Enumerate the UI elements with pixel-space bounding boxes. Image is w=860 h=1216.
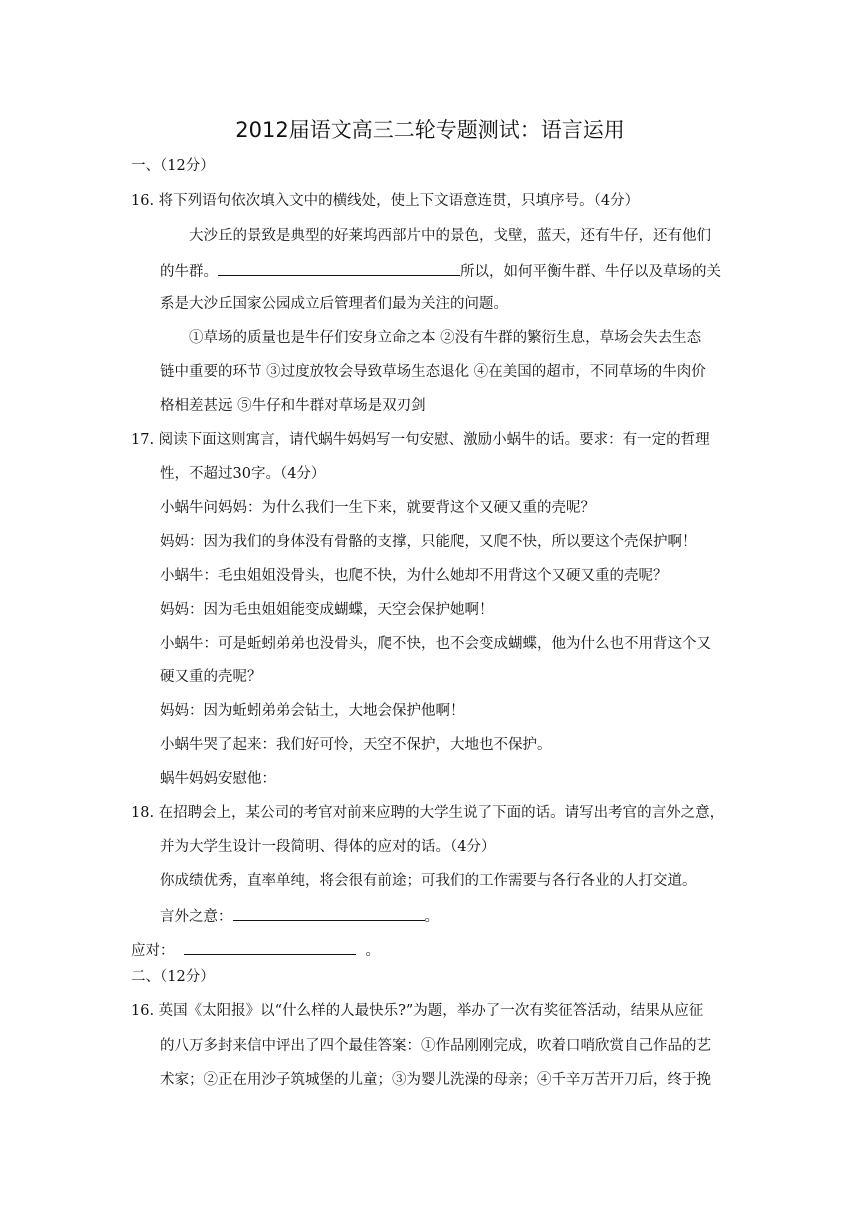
question-16-passage-line: 系是大沙丘国家公园成立后管理者们最为关注的问题。 [160,296,508,312]
passage-text: 的牛群。 [160,264,218,280]
period: 。 [424,909,439,925]
dialogue-line: 蜗牛妈妈安慰他： [160,771,276,787]
answer-blank[interactable] [218,260,460,276]
dialogue-line: 妈妈：因为蚯蚓弟弟会钻土，大地会保护他啊！ [160,703,465,719]
dialogue-line: 小蜗牛问妈妈：为什么我们一生下来，就要背这个又硬又重的壳呢？ [160,500,595,516]
reply-label: 应对： [131,943,175,959]
question-16-options-line: 格相差甚远 ⑤牛仔和牛群对草场是双刃剑 [160,398,426,414]
question-16-options-line: 链中重要的环节 ③过度放牧会导致草场生态退化 ④在美国的超市，不同草场的牛肉价 [160,364,706,380]
question-18-prompt-cont: 并为大学生设计一段简明、得体的应对的话。（4分） [160,839,496,855]
dialogue-line: 小蜗牛：毛虫姐姐没骨头，也爬不快，为什么她却不用背这个又硬又重的壳呢？ [160,568,668,584]
question-16-prompt: 16. 将下列语句依次填入文中的横线处，使上下文语意连贯，只填序号。（4分） [131,193,640,209]
dialogue-line: 妈妈：因为毛虫姐姐能变成蝴蝶，天空会保护她啊！ [160,602,494,618]
implied-meaning-blank[interactable] [233,905,425,921]
question-16b-line: 术家；②正在用沙子筑城堡的儿童；③为婴儿洗澡的母亲；④千辛万苦开刀后，终于挽 [160,1072,711,1088]
question-16b-line: 的八万多封来信中评出了四个最佳答案：①作品刚刚完成，吹着口哨欣赏自己作品的艺 [160,1038,711,1054]
question-17-prompt-cont: 性，不超过30字。（4分） [160,466,326,482]
reply-blank[interactable] [184,939,356,955]
question-16-passage-line: 大沙丘的景致是典型的好莱坞西部片中的景色，戈壁，蓝天，还有牛仔，还有他们 [189,228,711,244]
implied-meaning-label: 言外之意： [160,909,233,925]
section-heading-one: 一、（12分） [131,158,215,174]
implied-meaning-line [160,905,439,927]
question-18-prompt: 18. 在招聘会上，某公司的考官对前来应聘的大学生说了下面的话。请写出考官的言外之意， [131,805,725,821]
dialogue-line: 小蜗牛哭了起来：我们好可怜，天空不保护，大地也不保护。 [160,737,552,753]
period: 。 [365,943,380,959]
dialogue-line: 妈妈：因为我们的身体没有骨骼的支撑，只能爬，又爬不快，所以要这个壳保护啊！ [160,534,697,550]
passage-text: 所以，如何平衡牛群、牛仔以及草场的关 [460,264,721,280]
question-16b-prompt: 16. 英国《太阳报》以“什么样的人最快乐?”为题，举办了一次有奖征答活动，结果从应征 [131,1003,704,1019]
question-16-passage-line [160,260,721,282]
document-title: 2012届语文高三二轮专题测试：语言运用 [235,118,625,142]
question-17-prompt: 17. 阅读下面这则寓言，请代蜗牛妈妈写一句安慰、激励小蜗牛的话。要求：有一定的哲理 [131,432,710,448]
section-heading-two: 二、（12分） [131,969,215,985]
dialogue-line: 小蜗牛：可是蚯蚓弟弟也没骨头，爬不快，也不会变成蝴蝶，他为什么也不用背这个又 [160,636,711,652]
reply-line [131,939,380,961]
question-16-options-line: ①草场的质量也是牛仔们安身立命之本 ②没有牛群的繁衍生息，草场会失去生态 [189,330,702,346]
question-18-quote: 你成绩优秀，直率单纯，将会很有前途；可我们的工作需要与各行各业的人打交道。 [160,873,697,889]
dialogue-line: 硬又重的壳呢？ [160,669,262,685]
